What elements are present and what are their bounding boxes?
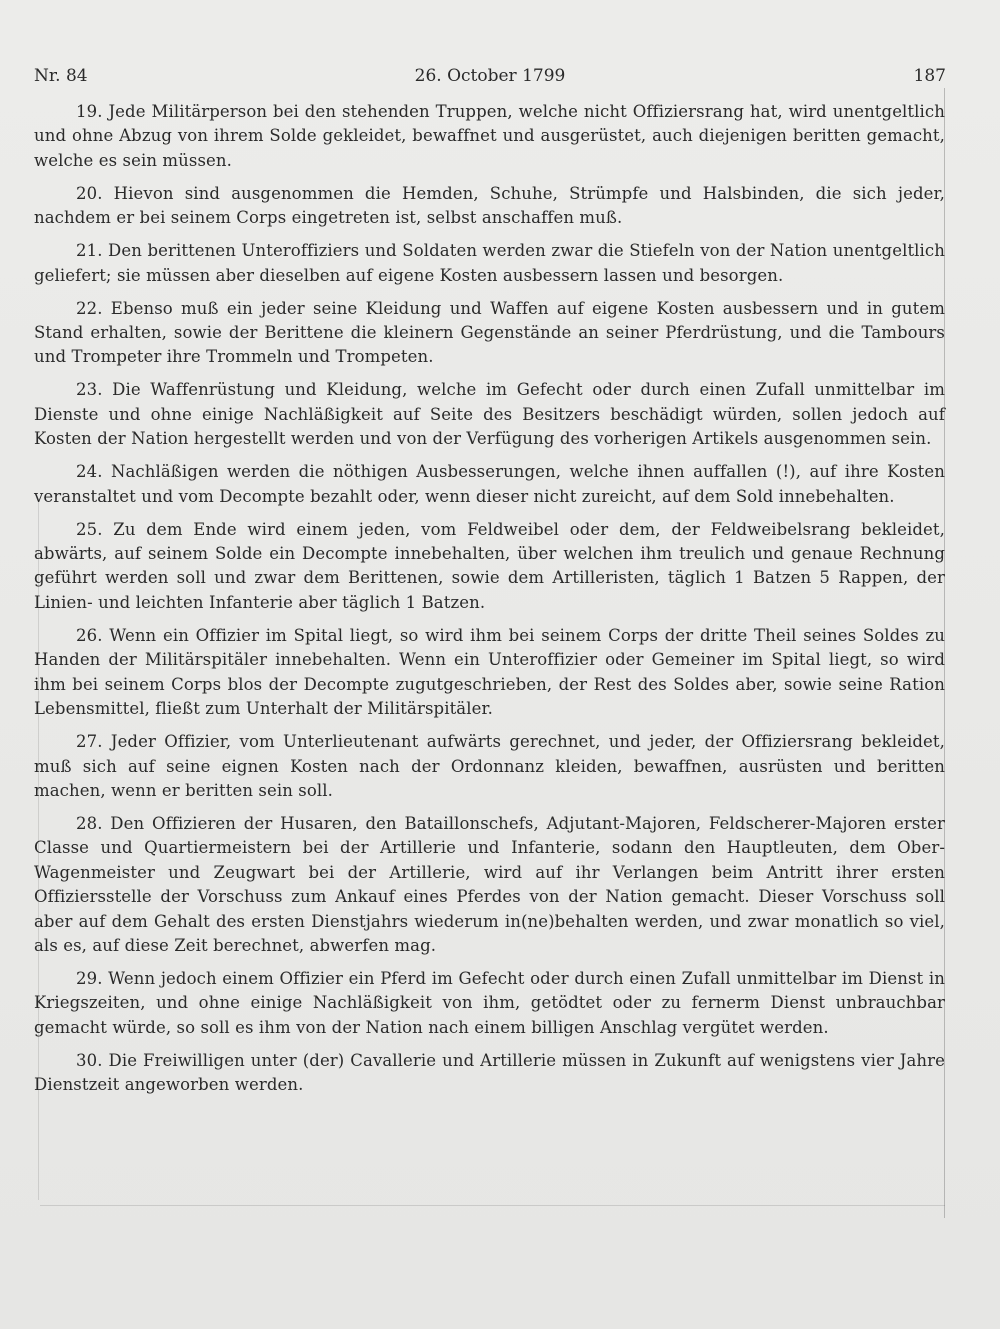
paragraph-19: 19. Jede Militärperson bei den stehenden Truppen, welche nicht Offiziersrang hat, wird unentgeltlich und ohne Abzug von ihrem Solde gekleidet, bewaffnet und ausgerüstet, auch diejenigen beritten gemacht, welche es sein müssen. [34,102,945,170]
paragraph-27: 27. Jeder Offizier, vom Unterlieutenant aufwärts gerechnet, und jeder, der Offiziersrang bekleidet, muß sich auf seine eignen Kosten nach der Ordonnanz kleiden, bewaffnen, ausrüsten und beritten machen, wenn er beritten sein soll. [34,732,945,800]
paragraph-20: 20. Hievon sind ausgenommen die Hemden, Schuhe, Strümpfe und Halsbinden, die sich jeder, nachdem er bei seinem Corps eingetreten ist, selbst anschaffen muß. [34,183,945,228]
paragraph-22: 22. Ebenso muß ein jeder seine Kleidung und Waffen auf eigene Kosten ausbessern und in gutem Stand erhalten, sowie der Berittene die kleinern Gegenstände an seiner Pferdrüstung, und die Tambours und Trompeter ihre Trommeln und Trompeten. [34,298,945,367]
page-header [34,66,946,90]
paragraph-23: 23. Die Waffenrüstung und Kleidung, welche im Gefecht oder durch einen Zufall unmittelbar im Dienste und ohne einige Nachläßigkeit auf Seite des Besitzers beschädigt würden, sollen jedoch auf Kosten der Nation hergestellt werden und von der Verfügung des vorherigen Artikels ausgenommen sein. [34,380,945,449]
document-date: 26. October 1799 [414,66,566,86]
paragraph-26: 26. Wenn ein Offizier im Spital liegt, so wird ihm bei seinem Corps der dritte Theil seines Soldes zu Handen der Militärspitäler innebehalten. Wenn ein Unteroffizier oder Gemeiner im Spital liegt, so wird ihm bei seinem Corps blos der Decompte zugutgeschrieben, der Rest des Soldes aber, sowie seine Ration Lebensmittel, fließt zum Unterhalt der Militärspitäler. [34,625,945,719]
paragraph-29: 29. Wenn jedoch einem Offizier ein Pferd im Gefecht oder durch einen Zufall unmittelbar im Dienst in Kriegszeiten, und ohne einige Nachläßigkeit von ihm, getödtet oder zu fernerm Dienst unbrauchbar gemacht würde, so soll es ihm von der Nation nach einem billigen Anschlag vergütet werden. [34,968,945,1037]
paragraph-25: 25. Zu dem Ende wird einem jeden, vom Feldweibel oder dem, der Feldweibelsrang bekleidet, abwärts, auf seinem Solde ein Decompte innebehalten, über welchen ihm treulich und genaue Rechnung geführt werden soll und zwar dem Berittenen, sowie dem Artilleristen, täglich 1 Batzen 5 Rappen, der Linien- und leichten Infanterie aber täglich 1 Batzen. [34,519,945,612]
page-number: 187 [913,66,946,86]
paragraph-30: 30. Die Freiwilligen unter (der) Cavallerie und Artillerie müssen in Zukunft auf wenigstens vier Jahre Dienstzeit angeworben werden. [34,1050,945,1095]
paragraph-28: 28. Den Offizieren der Husaren, den Bataillonschefs, Adjutant-Majoren, Feldscherer-Majoren erster Classe und Quartiermeistern bei der Artillerie und Infanterie, sodann den Hauptleuten, dem Ober-Wagenmeister und Zeugwart bei der Artillerie, wird auf ihr Verlangen beim Antritt ihrer ersten Offiziersstelle der Vorschuss zum Ankauf eines Pferdes von der Nation gemacht. Dieser Vorschuss soll aber auf dem Gehalt des ersten Dienstjahrs wiederum in(ne)behalten werden, und zwar monatlich so viel, als es, auf diese Zeit berechnet, abwerfen mag. [34,813,945,955]
body-text [34,100,945,1106]
paragraph-21: 21. Den berittenen Unteroffiziers und Soldaten werden zwar die Stiefeln von der Nation unentgeltlich geliefert; sie müssen aber dieselben auf eigene Kosten ausbessern lassen und besorgen. [34,241,945,285]
paragraph-24: 24. Nachläßigen werden die nöthigen Ausbesserungen, welche ihnen auffallen (!), auf ihre Kosten veranstaltet und vom Decompte bezahlt oder, wenn dieser nicht zureicht, auf dem Sold innebehalten. [34,462,945,506]
footer-rule [40,1205,945,1206]
document-number: Nr. 84 [34,66,88,86]
